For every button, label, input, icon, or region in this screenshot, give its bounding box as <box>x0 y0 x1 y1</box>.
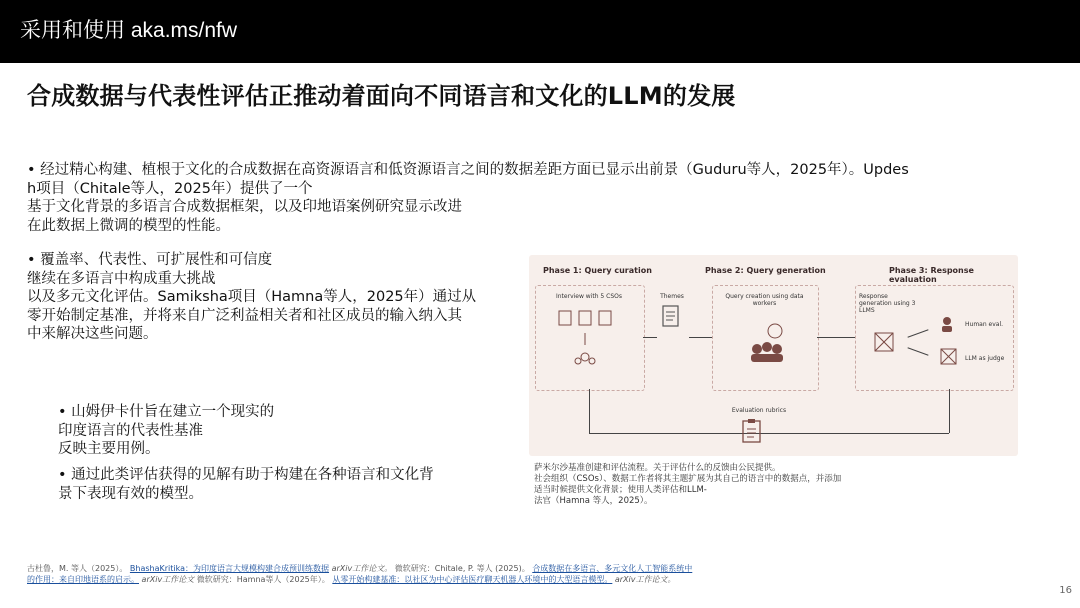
bullet-glyph: • <box>27 252 36 268</box>
loop-line-bottom <box>589 433 949 434</box>
bullet-evaluation <box>27 251 527 344</box>
bullet-glyph: • <box>27 162 36 178</box>
sub-bullet-samiksha <box>58 403 518 459</box>
document-icon <box>661 305 681 329</box>
ref2-link-cont[interactable]: 的作用：来自印地语系的启示。 <box>27 575 139 584</box>
header-title: 采用和使用 aka.ms/nfw <box>20 19 238 42</box>
themes-label: Themes <box>660 293 684 300</box>
interview-label: Interview with 5 CSOs <box>555 293 622 300</box>
ref2-authors: 微软研究：Chitale, P. 等人 (2025)。 <box>394 564 530 573</box>
llm-judge-label: LLM as judge <box>965 355 1005 362</box>
ref3-venue: arXiv工作论文。 <box>614 575 676 584</box>
phase1-label: Phase 1: Query curation <box>543 266 652 275</box>
ref3-link[interactable]: 从零开始构建基准：以社区为中心评估医疗聊天机器人环境中的大型语言模型。 <box>332 575 613 584</box>
bullet-text: 覆盖率、代表性、可扩展性和可信度 继续在多语言中构成重大挑战 以及多元文化评估。Samiksha项目（Hamna等人，2025年）通过从 零开始制定基准，并将来自广泛利益相关者和社区成员的输入纳入其 中来解决这些问题。 <box>27 252 477 342</box>
page-number: 16 <box>1059 585 1072 596</box>
phase2-label: Phase 2: Query generation <box>705 266 826 275</box>
human-eval-label: Human eval. <box>965 321 1004 328</box>
data-workers-icon <box>741 321 791 365</box>
ref1-authors: 古杜鲁，M. 等人（2025）。 <box>27 564 128 573</box>
cso-buildings-icon <box>555 309 625 379</box>
query-creation-label: Query creation using data workers <box>725 293 804 307</box>
llm-network-icon <box>873 331 897 355</box>
ref2-venue: arXiv工作论文 <box>141 575 195 584</box>
bullet-glyph: • <box>58 467 67 483</box>
loop-line-right <box>949 389 950 433</box>
response-gen-label: Response generation using 3 LLMS <box>859 293 916 314</box>
figure-caption: 萨米尔沙基准创建和评估流程。关于评估什么的反馈由公民提供。 社会组织（CSOs）、数据工作者将其主题扩展为其自己的语言中的数据点，并添加 适当时候提供文化背景；使用人类评估和LLM- 法官（Hamna 等人，2025）。 <box>534 463 842 506</box>
slide-title: 合成数据与代表性评估正推动着面向不同语言和文化的LLM的发展 <box>27 82 736 110</box>
ref3-authors: 微软研究：Hamna等人（2025年）。 <box>196 575 330 584</box>
loop-line-left <box>589 389 590 433</box>
human-eval-icon <box>939 315 959 335</box>
clipboard-icon <box>741 418 763 444</box>
sub-bullet-insights <box>58 466 518 503</box>
bullet-text: 山姆伊卡什旨在建立一个现实的 印度语言的代表性基准 反映主要用例。 <box>58 404 275 457</box>
ref1-link[interactable]: BhashaKritika：为印度语言大规模构建合成预训练数据 <box>129 564 330 573</box>
phase3-label: Phase 3: Response evaluation <box>889 266 974 284</box>
references <box>27 563 827 585</box>
ref1-venue: arXiv工作论文。 <box>331 564 393 573</box>
arrow-p3 <box>817 337 855 338</box>
bullet-text: 通过此类评估获得的见解有助于构建在各种语言和文化背 景下表现有效的模型。 <box>58 467 434 502</box>
bullet-glyph: • <box>58 404 67 420</box>
top-bar <box>0 0 1080 63</box>
arrow-p2 <box>689 337 712 338</box>
samiksha-pipeline-figure <box>529 255 1018 456</box>
bullet-text: 经过精心构建、植根于文化的合成数据在高资源语言和低资源语言之间的数据差距方面已显示出前景（Guduru等人，2025年）。Updes h项目（Chitale等人，2025年）提供了一个 基于文化背景的多语言合成数据框架，以及印地语案例研究显示改进 在此数据上微调的模型的性能。 <box>27 162 909 234</box>
llm-judge-icon <box>939 347 959 367</box>
bullet-synthetic-data <box>27 161 1007 235</box>
rubrics-label: Evaluation rubrics <box>731 407 787 414</box>
ref2-link[interactable]: 合成数据在多语言、多元文化人工智能系统中 <box>532 564 693 573</box>
arrow-p1 <box>643 337 657 338</box>
